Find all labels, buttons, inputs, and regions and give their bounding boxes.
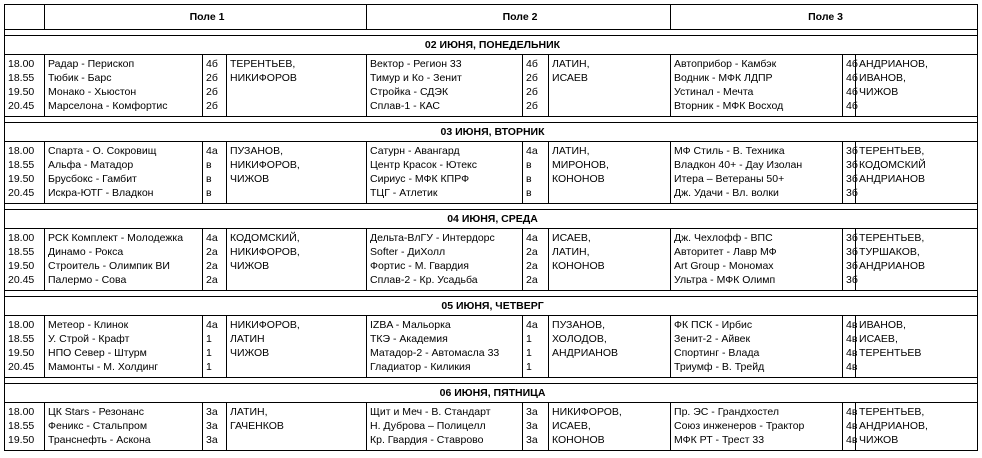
match-group: 3б bbox=[846, 145, 858, 157]
match-teams: РСК Комплект - Молодежка bbox=[48, 232, 184, 244]
day-games-row bbox=[5, 229, 978, 291]
field-2-groups-cell bbox=[523, 55, 549, 117]
times-cell bbox=[5, 229, 45, 291]
referee-name: ПУЗАНОВ, bbox=[230, 145, 284, 157]
referee-name: ТЕРЕНТЬЕВ, bbox=[230, 58, 296, 70]
match-teams: Фортис - М. Гвардия bbox=[370, 260, 469, 272]
field-1-matches-cell bbox=[45, 316, 203, 378]
match-teams: Искра-ЮТГ - Владкон bbox=[48, 187, 154, 199]
match-group: 3а bbox=[206, 406, 218, 418]
referee-name: АНДРИАНОВ bbox=[552, 347, 619, 359]
field-2-referees-cell bbox=[549, 55, 671, 117]
match-teams: Кр. Гвардия - Ставрово bbox=[370, 434, 484, 446]
referee-name: ТУРШАКОВ, bbox=[859, 246, 920, 258]
match-group: 4б bbox=[526, 58, 538, 70]
match-teams: Владкон 40+ - Дау Изолан bbox=[674, 159, 803, 171]
match-time: 18.55 bbox=[8, 333, 35, 345]
match-group: 4б bbox=[846, 100, 858, 112]
match-teams: ФК ПСК - Ирбис bbox=[674, 319, 753, 331]
field-3-matches-cell bbox=[671, 55, 843, 117]
match-group: 4в bbox=[846, 420, 858, 432]
field-2-groups-cell bbox=[523, 229, 549, 291]
match-teams: Палермо - Сова bbox=[48, 274, 127, 286]
match-group: 4в bbox=[846, 347, 858, 359]
match-teams: Пр. ЭС - Грандхостел bbox=[674, 406, 779, 418]
field-3-matches-cell bbox=[671, 316, 843, 378]
match-group: 1 bbox=[206, 333, 212, 345]
referee-name: КОНОНОВ bbox=[552, 260, 605, 272]
match-teams: ТЦГ - Атлетик bbox=[370, 187, 438, 199]
match-group: в bbox=[206, 159, 212, 171]
referee-name: НИКИФОРОВ bbox=[230, 72, 297, 84]
referee-name: ИСАЕВ, bbox=[552, 232, 591, 244]
field-3-matches-cell bbox=[671, 142, 843, 204]
match-teams: Итера – Ветераны 50+ bbox=[674, 173, 785, 185]
field-1-groups-cell bbox=[203, 316, 227, 378]
match-teams: Дж. Удачи - Вл. волки bbox=[674, 187, 779, 199]
field-2-groups-cell bbox=[523, 403, 549, 451]
match-group: 4б bbox=[206, 58, 218, 70]
match-group: 2б bbox=[206, 72, 218, 84]
match-teams: Союз инженеров - Трактор bbox=[674, 420, 805, 432]
match-time: 19.50 bbox=[8, 260, 35, 272]
header-row bbox=[5, 5, 978, 30]
field-3-matches-cell bbox=[671, 403, 843, 451]
field-2-referees-cell bbox=[549, 316, 671, 378]
match-group: 1 bbox=[206, 361, 212, 373]
field-1-groups-cell bbox=[203, 229, 227, 291]
match-group: 4в bbox=[846, 434, 858, 446]
field-2-referees-cell bbox=[549, 142, 671, 204]
match-teams: МФК РТ - Трест 33 bbox=[674, 434, 765, 446]
match-group: 3б bbox=[846, 187, 858, 199]
referee-name: ГАЧЕНКОВ bbox=[230, 420, 284, 432]
match-teams: Брусбокс - Гамбит bbox=[48, 173, 137, 185]
schedule-table bbox=[4, 4, 978, 451]
match-teams: Гладиатор - Киликия bbox=[370, 361, 471, 373]
match-teams: Устинал - Мечта bbox=[674, 86, 754, 98]
match-time: 20.45 bbox=[8, 361, 35, 373]
referee-name: АНДРИАНОВ bbox=[859, 173, 926, 185]
day-header-row bbox=[5, 123, 978, 142]
match-teams: Вторник - МФК Восход bbox=[674, 100, 784, 112]
field-1-referees-cell bbox=[227, 403, 367, 451]
match-group: 3а bbox=[526, 406, 538, 418]
match-teams: Тимур и Ко - Зенит bbox=[370, 72, 462, 84]
field-2-matches-cell bbox=[367, 316, 523, 378]
field-2-matches-cell bbox=[367, 403, 523, 451]
field-1-matches-cell bbox=[45, 229, 203, 291]
day-title: 04 ИЮНЯ, СРЕДА bbox=[5, 210, 978, 229]
times-cell bbox=[5, 142, 45, 204]
match-teams: Триумф - В. Трейд bbox=[674, 361, 765, 373]
field-2-referees-cell bbox=[549, 229, 671, 291]
day-games-row bbox=[5, 142, 978, 204]
header-field-2: Поле 2 bbox=[367, 5, 671, 30]
match-group: 4а bbox=[206, 319, 218, 331]
match-time: 18.00 bbox=[8, 58, 35, 70]
day-header-row bbox=[5, 297, 978, 316]
match-time: 20.45 bbox=[8, 187, 35, 199]
match-time: 18.55 bbox=[8, 420, 35, 432]
match-group: 1 bbox=[526, 361, 532, 373]
match-teams: Дж. Чехлофф - ВПС bbox=[674, 232, 773, 244]
match-group: в bbox=[526, 187, 532, 199]
referee-name: ЛАТИН, bbox=[552, 145, 590, 157]
referee-name: ИВАНОВ, bbox=[859, 72, 906, 84]
referee-name: ИСАЕВ bbox=[552, 72, 588, 84]
referee-name: НИКИФОРОВ, bbox=[230, 246, 300, 258]
referee-name: ЧИЖОВ bbox=[859, 86, 899, 98]
referee-name: АНДРИАНОВ, bbox=[859, 420, 928, 432]
field-3-referees-cell bbox=[856, 142, 978, 204]
referee-name: ЛАТИН, bbox=[230, 406, 268, 418]
field-3-matches-cell bbox=[671, 229, 843, 291]
field-1-matches-cell bbox=[45, 403, 203, 451]
match-teams: Метеор - Клинок bbox=[48, 319, 129, 331]
match-group: 2а bbox=[526, 260, 538, 272]
match-group: в bbox=[206, 187, 212, 199]
day-title: 06 ИЮНЯ, ПЯТНИЦА bbox=[5, 384, 978, 403]
match-teams: Автоприбор - Камбэк bbox=[674, 58, 777, 70]
referee-name: ЧИЖОВ bbox=[230, 347, 270, 359]
field-2-matches-cell bbox=[367, 55, 523, 117]
times-cell bbox=[5, 403, 45, 451]
match-teams: IZBA - Мальорка bbox=[370, 319, 451, 331]
match-group: 4а bbox=[206, 145, 218, 157]
match-teams: Феникс - Стальпром bbox=[48, 420, 148, 432]
match-time: 18.00 bbox=[8, 319, 35, 331]
field-1-groups-cell bbox=[203, 55, 227, 117]
match-group: 2а bbox=[206, 274, 218, 286]
field-1-matches-cell bbox=[45, 55, 203, 117]
day-games-row bbox=[5, 316, 978, 378]
match-group: 2а bbox=[526, 246, 538, 258]
match-group: 4в bbox=[846, 361, 858, 373]
referee-name: АНДРИАНОВ, bbox=[859, 58, 928, 70]
match-group: 4в bbox=[846, 319, 858, 331]
day-games-row bbox=[5, 55, 978, 117]
match-time: 19.50 bbox=[8, 434, 35, 446]
header-field-1: Поле 1 bbox=[45, 5, 367, 30]
referee-name: ИВАНОВ, bbox=[859, 319, 906, 331]
match-teams: У. Строй - Крафт bbox=[48, 333, 130, 345]
match-group: 2б bbox=[206, 86, 218, 98]
referee-name: АНДРИАНОВ bbox=[859, 260, 926, 272]
day-header-row bbox=[5, 36, 978, 55]
match-time: 19.50 bbox=[8, 173, 35, 185]
match-teams: МФ Стиль - В. Техника bbox=[674, 145, 785, 157]
match-group: 1 bbox=[526, 347, 532, 359]
match-teams: Сириус - МФК КПРФ bbox=[370, 173, 470, 185]
match-time: 20.45 bbox=[8, 100, 35, 112]
times-cell bbox=[5, 55, 45, 117]
match-teams: Монако - Хьюстон bbox=[48, 86, 137, 98]
match-time: 18.00 bbox=[8, 232, 35, 244]
field-3-groups-cell bbox=[843, 403, 856, 451]
referee-name: ХОЛОДОВ, bbox=[552, 333, 607, 345]
match-group: 4а bbox=[526, 319, 538, 331]
match-teams: ТКЭ - Академия bbox=[370, 333, 448, 345]
match-group: 4а bbox=[526, 232, 538, 244]
match-group: 4а bbox=[206, 232, 218, 244]
match-group: 3а bbox=[206, 434, 218, 446]
match-group: 3б bbox=[846, 173, 858, 185]
match-group: 2б bbox=[526, 72, 538, 84]
field-1-groups-cell bbox=[203, 142, 227, 204]
match-group: в bbox=[526, 173, 532, 185]
match-group: 3б bbox=[846, 274, 858, 286]
match-time: 19.50 bbox=[8, 86, 35, 98]
field-1-referees-cell bbox=[227, 229, 367, 291]
referee-name: НИКИФОРОВ, bbox=[552, 406, 622, 418]
match-teams: Сплав-1 - КАС bbox=[370, 100, 440, 112]
match-group: 2б bbox=[526, 86, 538, 98]
match-group: 3б bbox=[846, 232, 858, 244]
match-group: 4б bbox=[846, 58, 858, 70]
referee-name: ИСАЕВ, bbox=[859, 333, 898, 345]
field-3-referees-cell bbox=[856, 403, 978, 451]
referee-name: ЛАТИН bbox=[230, 333, 265, 345]
match-group: 4б bbox=[846, 72, 858, 84]
field-2-matches-cell bbox=[367, 142, 523, 204]
referee-name: КОНОНОВ bbox=[552, 173, 605, 185]
match-teams: Водник - МФК ЛДПР bbox=[674, 72, 773, 84]
match-group: 3а bbox=[206, 420, 218, 432]
match-teams: Art Group - Мономах bbox=[674, 260, 774, 272]
match-teams: НПО Север - Штурм bbox=[48, 347, 147, 359]
match-time: 18.55 bbox=[8, 246, 35, 258]
match-time: 18.00 bbox=[8, 145, 35, 157]
match-teams: Н. Дуброва – Полицелл bbox=[370, 420, 486, 432]
match-group: 2б bbox=[526, 100, 538, 112]
field-1-referees-cell bbox=[227, 316, 367, 378]
match-group: 2а bbox=[206, 260, 218, 272]
match-teams: Мамонты - М. Холдинг bbox=[48, 361, 159, 373]
match-group: 3а bbox=[526, 434, 538, 446]
referee-name: ПУЗАНОВ, bbox=[552, 319, 606, 331]
header-field-3: Поле 3 bbox=[671, 5, 978, 30]
match-teams: Центр Красок - Ютекс bbox=[370, 159, 478, 171]
referee-name: ТЕРЕНТЬЕВ, bbox=[859, 145, 925, 157]
field-1-referees-cell bbox=[227, 142, 367, 204]
match-teams: Ультра - МФК Олимп bbox=[674, 274, 776, 286]
referee-name: ЧИЖОВ bbox=[230, 260, 270, 272]
field-2-referees-cell bbox=[549, 403, 671, 451]
referee-name: ЛАТИН, bbox=[552, 246, 590, 258]
referee-name: КОНОНОВ bbox=[552, 434, 605, 446]
field-3-referees-cell bbox=[856, 55, 978, 117]
match-group: 3а bbox=[526, 420, 538, 432]
referee-name: ИСАЕВ, bbox=[552, 420, 591, 432]
match-teams: Сатурн - Авангард bbox=[370, 145, 460, 157]
match-group: 4б bbox=[846, 86, 858, 98]
match-teams: ЦК Stars - Резонанс bbox=[48, 406, 145, 418]
field-3-groups-cell bbox=[843, 142, 856, 204]
field-3-groups-cell bbox=[843, 55, 856, 117]
field-3-referees-cell bbox=[856, 229, 978, 291]
match-teams: Стройка - СДЭК bbox=[370, 86, 449, 98]
referee-name: ТЕРЕНТЬЕВ, bbox=[859, 406, 925, 418]
match-teams: Матадор-2 - Автомасла 33 bbox=[370, 347, 500, 359]
match-teams: Щит и Меч - В. Стандарт bbox=[370, 406, 491, 418]
match-teams: Марселона - Комфортис bbox=[48, 100, 168, 112]
match-group: 2а bbox=[526, 274, 538, 286]
match-teams: Дельта-ВлГУ - Интердорс bbox=[370, 232, 495, 244]
match-teams: Авторитет - Лавр МФ bbox=[674, 246, 777, 258]
match-group: 3б bbox=[846, 159, 858, 171]
schedule-body bbox=[5, 5, 978, 451]
field-2-groups-cell bbox=[523, 316, 549, 378]
match-teams: Сплав-2 - Кр. Усадьба bbox=[370, 274, 478, 286]
match-teams: Спортинг - Влада bbox=[674, 347, 760, 359]
field-3-referees-cell bbox=[856, 316, 978, 378]
match-group: 2б bbox=[206, 100, 218, 112]
referee-name: НИКИФОРОВ, bbox=[230, 319, 300, 331]
day-header-row bbox=[5, 210, 978, 229]
referee-name: ТЕРЕНТЬЕВ, bbox=[859, 232, 925, 244]
referee-name: НИКИФОРОВ, bbox=[230, 159, 300, 171]
field-3-groups-cell bbox=[843, 229, 856, 291]
times-cell bbox=[5, 316, 45, 378]
referee-name: КОДОМСКИЙ bbox=[859, 159, 926, 171]
day-title: 03 ИЮНЯ, ВТОРНИК bbox=[5, 123, 978, 142]
match-teams: Альфа - Матадор bbox=[48, 159, 134, 171]
match-group: в bbox=[206, 173, 212, 185]
referee-name: ЧИЖОВ bbox=[859, 434, 899, 446]
match-teams: Тюбик - Барс bbox=[48, 72, 112, 84]
match-teams: Softer - ДиХолл bbox=[370, 246, 446, 258]
match-teams: Строитель - Олимпик ВИ bbox=[48, 260, 170, 272]
match-group: 1 bbox=[526, 333, 532, 345]
match-time: 19.50 bbox=[8, 347, 35, 359]
match-time: 18.55 bbox=[8, 159, 35, 171]
day-title: 05 ИЮНЯ, ЧЕТВЕРГ bbox=[5, 297, 978, 316]
match-group: 3б bbox=[846, 246, 858, 258]
field-2-matches-cell bbox=[367, 229, 523, 291]
match-group: 4в bbox=[846, 333, 858, 345]
match-time: 18.00 bbox=[8, 406, 35, 418]
match-group: в bbox=[526, 159, 532, 171]
day-games-row bbox=[5, 403, 978, 451]
field-2-groups-cell bbox=[523, 142, 549, 204]
match-teams: Динамо - Рокса bbox=[48, 246, 124, 258]
referee-name: ЧИЖОВ bbox=[230, 173, 270, 185]
header-time-cell bbox=[5, 5, 45, 30]
match-group: 2а bbox=[206, 246, 218, 258]
field-1-referees-cell bbox=[227, 55, 367, 117]
match-time: 18.55 bbox=[8, 72, 35, 84]
day-header-row bbox=[5, 384, 978, 403]
match-group: 3б bbox=[846, 260, 858, 272]
referee-name: ТЕРЕНТЬЕВ bbox=[859, 347, 922, 359]
day-title: 02 ИЮНЯ, ПОНЕДЕЛЬНИК bbox=[5, 36, 978, 55]
match-teams: Зенит-2 - Айвек bbox=[674, 333, 751, 345]
referee-name: ЛАТИН, bbox=[552, 58, 590, 70]
match-teams: Спарта - О. Сокровищ bbox=[48, 145, 157, 157]
referee-name: МИРОНОВ, bbox=[552, 159, 609, 171]
field-1-groups-cell bbox=[203, 403, 227, 451]
match-teams: Вектор - Регион 33 bbox=[370, 58, 462, 70]
match-teams: Транснефть - Аскона bbox=[48, 434, 151, 446]
match-group: 4в bbox=[846, 406, 858, 418]
match-group: 1 bbox=[206, 347, 212, 359]
match-time: 20.45 bbox=[8, 274, 35, 286]
match-teams: Радар - Перископ bbox=[48, 58, 135, 70]
field-3-groups-cell bbox=[843, 316, 856, 378]
referee-name: КОДОМСКИЙ, bbox=[230, 232, 300, 244]
match-group: 4а bbox=[526, 145, 538, 157]
field-1-matches-cell bbox=[45, 142, 203, 204]
